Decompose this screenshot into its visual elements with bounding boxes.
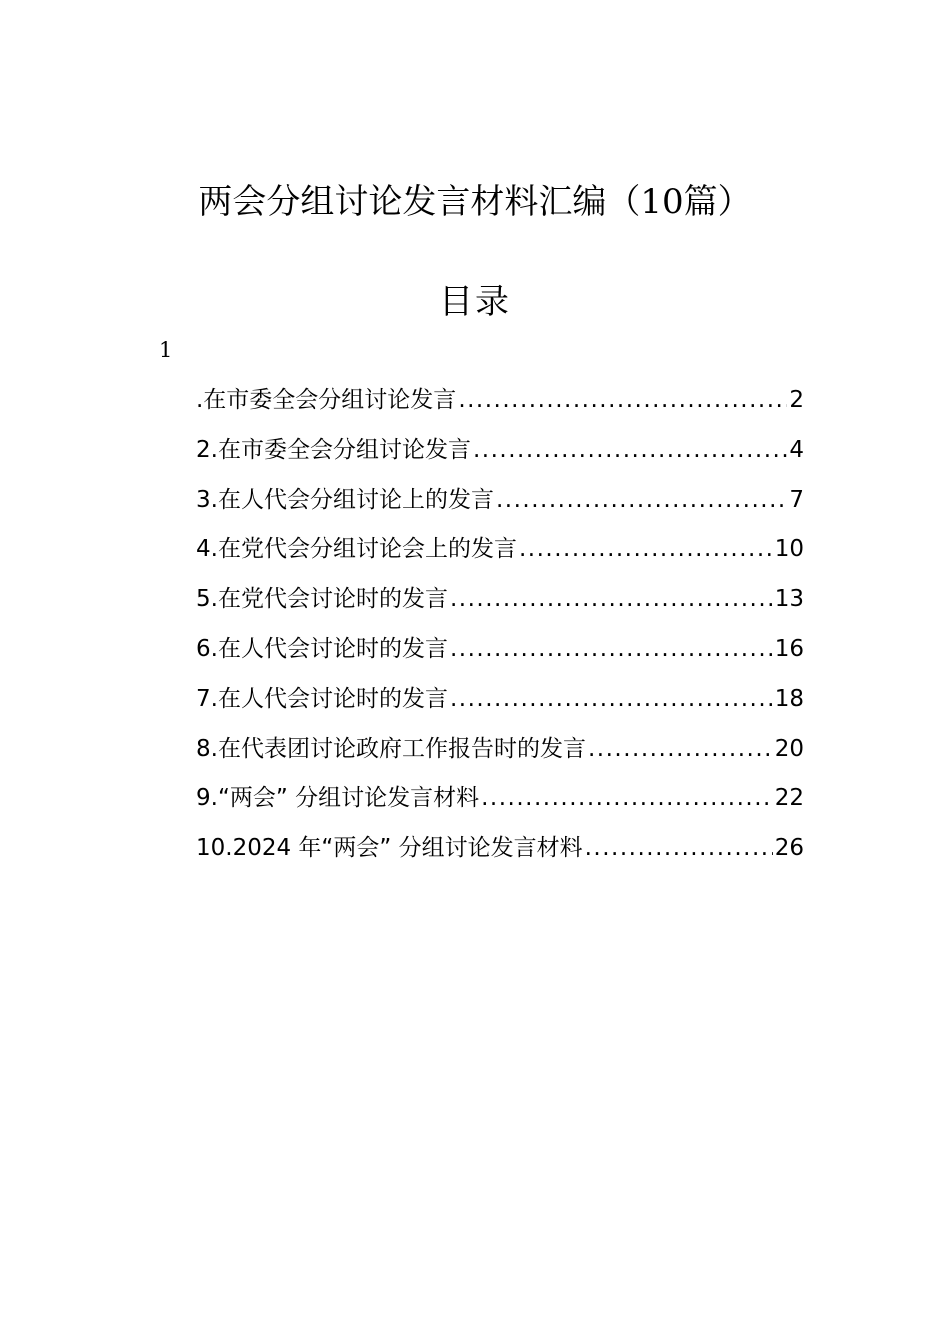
dot-leader — [585, 828, 773, 868]
toc-entry-page: 16 — [774, 635, 804, 662]
document-title — [0, 176, 950, 228]
dot-leader — [450, 579, 773, 619]
toc-entry-title: 8.在代表团讨论政府工作报告时的发言 — [196, 735, 586, 762]
toc-entry-8[interactable] — [196, 729, 804, 779]
toc-entry-5[interactable] — [196, 579, 804, 629]
toc-entry-7[interactable] — [196, 679, 804, 729]
toc-entry-page: 18 — [774, 685, 804, 712]
toc-entry-page: 7 — [789, 486, 804, 513]
toc-entry-title: 4.在党代会分组讨论会上的发言 — [196, 536, 517, 563]
toc-entry-page: 13 — [774, 586, 804, 613]
toc-entry-page: 26 — [774, 835, 804, 862]
toc-entry-title: 2.在市委全会分组讨论发言 — [196, 436, 471, 463]
toc-entry-title: 5.在党代会讨论时的发言 — [196, 586, 448, 613]
toc-entry-title: 10.2024 年“两会” 分组讨论发言材料 — [196, 835, 583, 862]
toc-entry-1[interactable] — [196, 380, 804, 430]
dot-leader — [519, 529, 773, 569]
document-title-text: 两会分组讨论发言材料汇编（ — [198, 182, 641, 222]
toc-entry-2[interactable] — [196, 430, 804, 480]
toc-entry-page: 2 — [789, 387, 804, 413]
toc-entry-page: 10 — [774, 536, 804, 563]
dot-leader — [450, 679, 773, 719]
toc-entry-title: 6.在人代会讨论时的发言 — [196, 635, 448, 662]
toc-entry-page: 22 — [774, 785, 804, 812]
toc-entry-4[interactable] — [196, 529, 804, 579]
toc-entry-9[interactable] — [196, 778, 804, 828]
document-title-count: 10 — [640, 182, 684, 222]
toc-entry-title: 9.“两会” 分组讨论发言材料 — [196, 785, 480, 812]
dot-leader — [481, 778, 773, 818]
toc-entry-page: 20 — [774, 735, 804, 762]
table-of-contents — [196, 380, 804, 878]
dot-leader — [450, 629, 773, 669]
page-marker-number: 1 — [159, 338, 173, 362]
toc-entry-title: 7.在人代会讨论时的发言 — [196, 685, 448, 712]
toc-entry-3[interactable] — [196, 480, 804, 530]
toc-entry-title: .在市委全会分组讨论发言 — [196, 387, 457, 413]
toc-entry-6[interactable] — [196, 629, 804, 679]
dot-leader — [473, 430, 787, 470]
dot-leader — [588, 729, 773, 769]
toc-entry-title: 3.在人代会分组讨论上的发言 — [196, 486, 494, 513]
toc-entry-10[interactable] — [196, 828, 804, 878]
dot-leader — [458, 380, 787, 420]
toc-heading: 目录 — [439, 282, 511, 322]
toc-entry-page: 4 — [789, 436, 804, 463]
dot-leader — [496, 480, 787, 520]
document-title-suffix: 篇） — [683, 182, 752, 222]
